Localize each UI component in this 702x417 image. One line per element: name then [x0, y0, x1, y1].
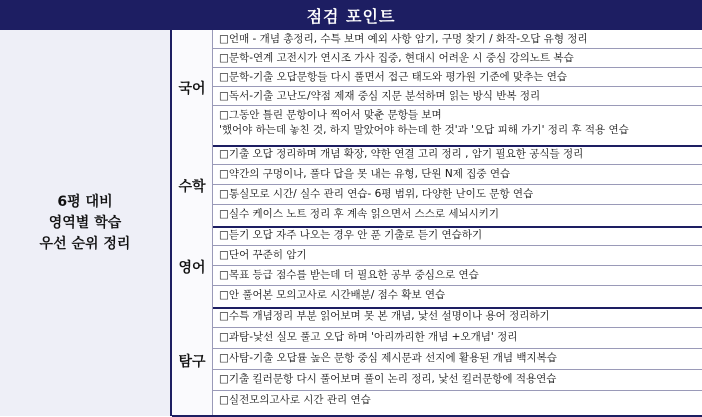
category-line-3: 우선 순위 정리 — [39, 235, 131, 252]
list-item: □언매 - 개념 총정리, 수특 보며 예외 사항 암기, 구멍 찾기 / 화작-오답 유형 정리 — [213, 30, 702, 49]
list-item: □문학-기출 오답문항들 다시 풀면서 접근 태도와 평가원 기준에 맞추는 연습 — [213, 68, 702, 87]
subject-english — [172, 226, 702, 309]
category-line-1: 6평 대비 — [57, 193, 113, 210]
list-item: □그동안 틀린 문항이나 찍어서 맞춘 문항들 보며 '했어야 하는데 놓친 것, 하지 말았어야 하는데 한 것'과 '오답 피해 가기' 정리 후 적용 연습 — [219, 109, 629, 136]
list-item: □사탐-기출 오답률 높은 문항 중심 제시문과 선지에 활용된 개념 백지복습 — [213, 349, 702, 370]
subject-inquiry — [172, 307, 702, 417]
list-item: □듣기 오답 자주 나오는 경우 안 푼 기출로 듣기 연습하기 — [213, 226, 702, 246]
list-item: □독서-기출 고난도/약점 제재 중심 지문 분석하며 읽는 방식 반복 정리 — [213, 87, 702, 106]
category-cell — [0, 30, 172, 416]
subject-korean — [172, 30, 702, 147]
category-line-2: 영역별 학습 — [48, 214, 122, 231]
list-item: □기출 킬러문항 다시 풀어보며 풀이 논리 정리, 낯선 킬러문항에 적용연습 — [213, 370, 702, 391]
list-item: □실전모의고사로 시간 관리 연습 — [219, 394, 371, 406]
subjects-area — [172, 30, 702, 417]
list-item: □과탐-낯선 실모 풀고 오답 하며 '아리까리한 개념 +오개념' 정리 — [213, 328, 702, 349]
category-label — [40, 192, 131, 255]
list-item: □단어 꾸준히 암기 — [213, 246, 702, 266]
subject-math — [172, 145, 702, 228]
table-title: 점검 포인트 — [0, 0, 702, 30]
list-item: □통실모로 시간/ 실수 관리 연습- 6평 범위, 다양한 난이도 문항 연습 — [213, 185, 702, 205]
subject-name: 영어 — [172, 226, 213, 307]
list-item: □목표 등급 점수를 받는데 더 필요한 공부 중심으로 연습 — [213, 266, 702, 286]
list-item: □약간의 구멍이나, 풀다 답을 못 내는 유형, 단원 N제 집중 연습 — [213, 165, 702, 185]
list-item: □실수 케이스 노트 정리 후 계속 읽으면서 스스로 세뇌시키기 — [219, 208, 500, 220]
subject-name: 탐구 — [172, 307, 213, 415]
list-item: □수특 개념정리 부분 읽어보며 못 본 개념, 낯선 설명이나 용어 정리하기 — [213, 307, 702, 328]
subject-name: 수학 — [172, 145, 213, 226]
list-item: □기출 오답 정리하며 개념 확장, 약한 연결 고리 정리 , 암기 필요한 공식들 정리 — [213, 145, 702, 165]
list-item: □안 풀어본 모의고사로 시간배분/ 점수 확보 연습 — [219, 289, 446, 301]
list-item: □문학-연계 고전시가 연시조 가사 집중, 현대시 어려운 시 중심 강의노트 복습 — [213, 49, 702, 68]
subject-name: 국어 — [172, 30, 213, 145]
